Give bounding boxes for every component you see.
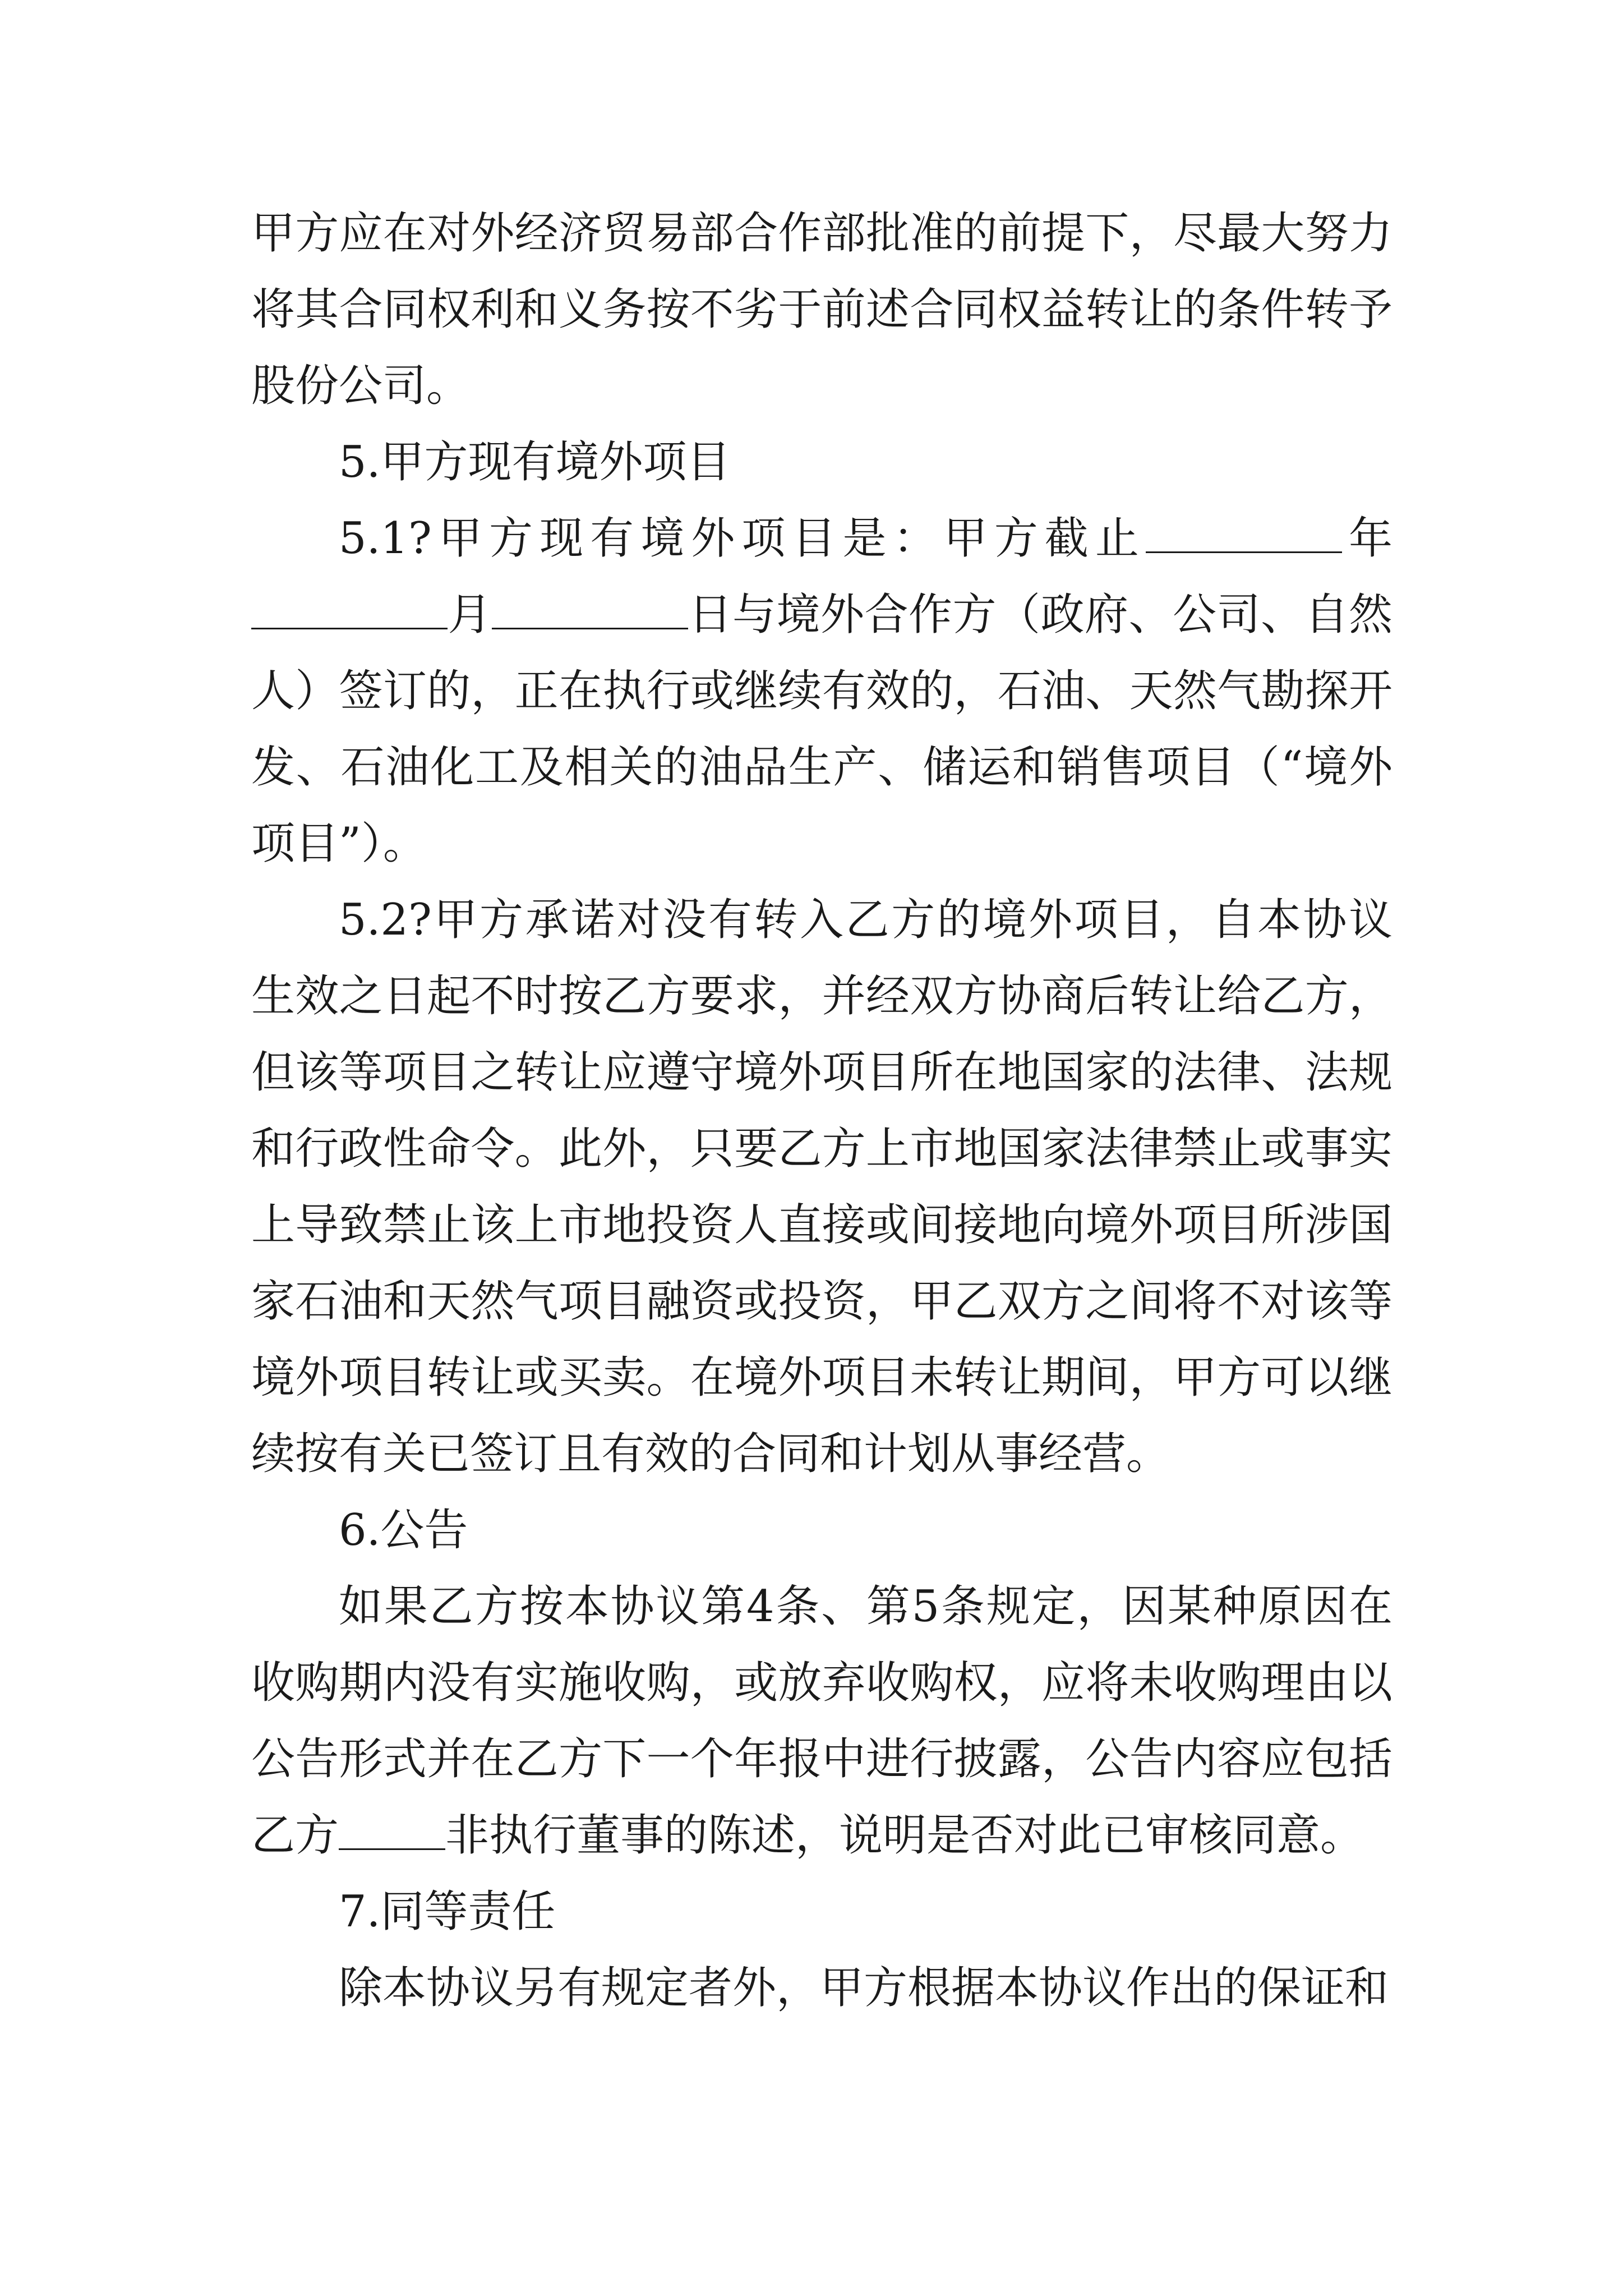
clause-5-2: 5.2?甲方承诺对没有转入乙方的境外项目，自本协议生效之日起不时按乙方要求，并经双方协商后转让给乙方，但该等项目之转让应遵守境外项目所在地国家的法律、法规和行政性命令。此外，只要乙方上市地国家法律禁止或事实上导致禁止该上市地投资人直接或间接地向境外项目所涉国家石油和天然气项目融资或投资，甲乙双方之间将不对该等境外项目转让或买卖。在境外项目未转让期间，甲方可以继续按有关已签订且有效的合同和计划从事经营。 bbox=[251, 895, 1393, 1479]
day-blank[interactable] bbox=[492, 588, 688, 629]
year-blank[interactable] bbox=[1146, 512, 1342, 553]
clause-5-1-text-a: 5.1?甲方现有境外项目是：甲方截止 bbox=[339, 513, 1146, 564]
intro-paragraph: 甲方应在对外经济贸易部合作部批准的前提下，尽最大努力将其合同权利和义务按不劣于前述合同权益转让的条件转予股份公司。 bbox=[251, 208, 1393, 411]
month-blank[interactable] bbox=[251, 588, 448, 629]
section-6-paragraph bbox=[251, 1568, 1393, 1874]
clause-5-1-text-d: 日与境外合作方（政府、公司、自然人）签订的，正在执行或继续有效的，石油、天然气勘探开发、石油化工及相关的油品生产、储运和销售项目（“境外项目”）。 bbox=[251, 590, 1393, 869]
clause-5-1 bbox=[251, 500, 1393, 882]
section-6-text-a: 如果乙方按本协议第4条、第5条规定，因某种原因在收购期内没有实施收购，或放弃收购权，应将未收购理由以公告形式并在乙方下一个年报中进行披露，公告内容应包括乙方 bbox=[251, 1581, 1393, 1861]
clause-5-1-text-c: 月 bbox=[448, 590, 492, 640]
section-6-heading: 6.公告 bbox=[339, 1505, 468, 1556]
section-7-paragraph: 除本协议另有规定者外，甲方根据本协议作出的保证和 bbox=[339, 1963, 1389, 2013]
section-7-heading: 7.同等责任 bbox=[339, 1887, 556, 1937]
section-6-text-b: 非执行董事的陈述，说明是否对此已审核同意。 bbox=[445, 1810, 1364, 1861]
director-blank[interactable] bbox=[339, 1809, 445, 1850]
document-page bbox=[251, 195, 1393, 2026]
section-5-heading: 5.甲方现有境外项目 bbox=[339, 437, 731, 487]
clause-5-1-text-b: 年 bbox=[1341, 513, 1393, 564]
